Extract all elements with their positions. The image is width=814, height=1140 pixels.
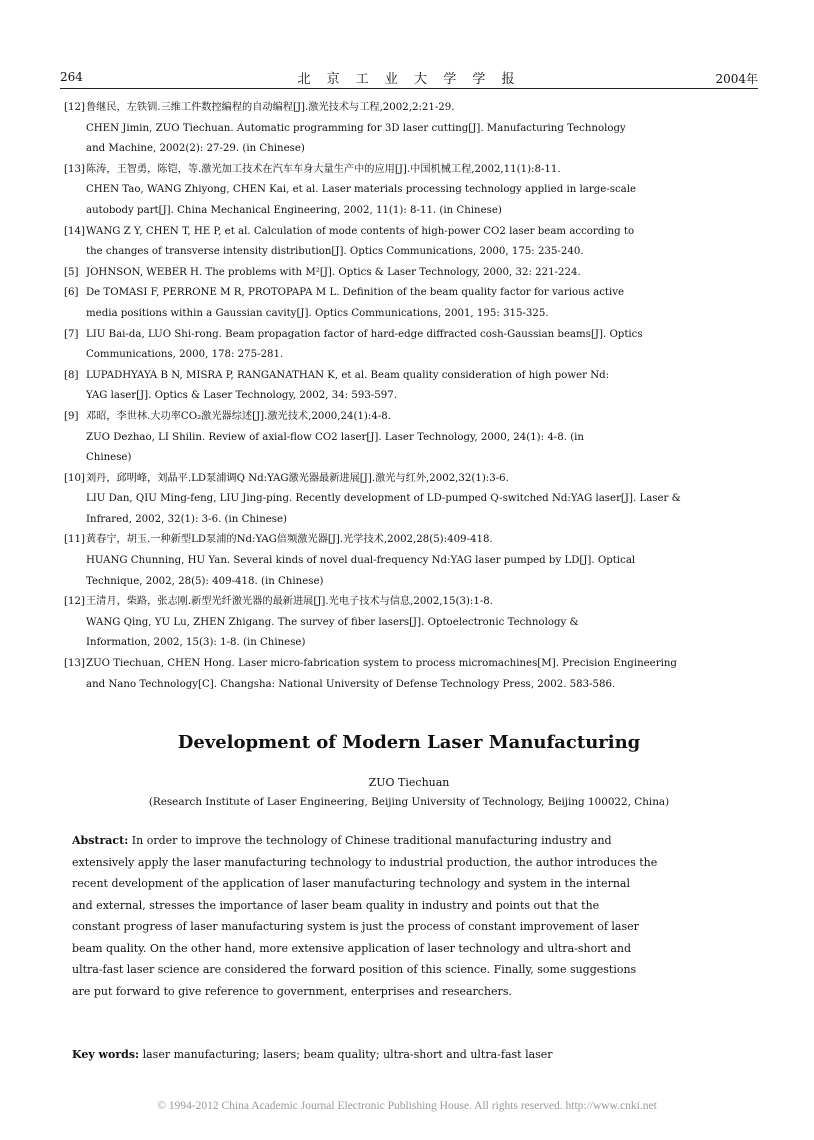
abstract-line: ultra-fast laser science are considered the forward position of this science. Finally, some suggestions: [72, 963, 637, 976]
reference-line: 陈涛，王智勇，陈铠，等.激光加工技术在汽车车身大量生产中的应用[J].中国机械工程,2002,11(1):8-11.: [86, 163, 561, 175]
abstract-line: recent development of the application of laser manufacturing technology and system in the internal: [72, 877, 630, 890]
reference-line: CHEN Jimin, ZUO Tiechuan. Automatic programming for 3D laser cutting[J]. Manufacturing Technology: [86, 122, 626, 134]
reference-number: [7]: [64, 328, 79, 340]
reference-item: [64, 263, 756, 284]
reference-number: [10]: [64, 472, 85, 484]
reference-item: [64, 98, 756, 160]
reference-item: [64, 654, 756, 695]
reference-line: and Machine, 2002(2): 27-29. (in Chinese): [86, 143, 305, 155]
reference-number: [6]: [64, 287, 79, 299]
keywords: [72, 1048, 744, 1061]
reference-line: Chinese): [86, 452, 132, 464]
abstract-text: In order to improve the technology of Chinese traditional manufacturing industry and: [131, 834, 612, 847]
reference-item: [64, 222, 756, 263]
reference-item: [64, 530, 756, 592]
reference-line: Information, 2002, 15(3): 1-8. (in Chinese): [86, 637, 306, 649]
reference-line: the changes of transverse intensity distribution[J]. Optics Communications, 2000, 175: 235-240.: [86, 246, 584, 258]
reference-number: [12]: [64, 102, 85, 113]
reference-line: YAG laser[J]. Optics & Laser Technology, 2002, 34: 593-597.: [86, 390, 397, 402]
abstract-label: Abstract:: [72, 834, 129, 847]
reference-number: [11]: [64, 534, 85, 546]
reference-line: 刘丹，邱明峰，刘晶平.LD泵浦调Q Nd:YAG激光器最新进展[J].激光与红外,2002,32(1):3-6.: [86, 472, 509, 484]
reference-line: 黄春宁，胡玉.一种新型LD泵浦的Nd:YAG倍频激光器[J].光学技术,2002,28(5):409-418.: [86, 534, 493, 546]
journal-name: 北 京 工 业 大 学 学 报: [297, 72, 521, 87]
reference-number: [8]: [64, 369, 79, 381]
reference-line: WANG Qing, YU Lu, ZHEN Zhigang. The survey of fiber lasers[J]. Optoelectronic Technology &: [86, 616, 579, 628]
publication-year: 2004年: [715, 72, 758, 86]
reference-line: JOHNSON, WEBER H. The problems with M²[J]. Optics & Laser Technology, 2000, 32: 221-224.: [86, 266, 581, 278]
copyright-footer: © 1994-2012 China Academic Journal Electronic Publishing House. All rights reserved. http://www.cnki.net: [157, 1100, 657, 1112]
reference-line: 王清月，柴路，张志刚.新型光纤激光器的最新进展[J].光电子技术与信息,2002,15(3):1-8.: [86, 596, 494, 608]
reference-number: [13]: [64, 658, 85, 670]
reference-line: WANG Z Y, CHEN T, HE P, et al. Calculation of mode contents of high-power CO2 laser beam according to: [86, 225, 635, 237]
running-header: [60, 66, 758, 89]
reference-line: ZUO Dezhao, LI Shilin. Review of axial-flow CO2 laser[J]. Laser Technology, 2000, 24(1): 4-8. (in: [86, 431, 584, 443]
reference-line: Infrared, 2002, 32(1): 3-6. (in Chinese): [86, 513, 288, 525]
reference-item: [64, 407, 756, 469]
reference-item: [64, 160, 756, 222]
page-number: 264: [60, 70, 83, 84]
reference-line: and Nano Technology[C]. Changsha: National University of Defense Technology Press, 2002. 583-586.: [86, 678, 616, 690]
reference-line: CHEN Tao, WANG Zhiyong, CHEN Kai, et al. Laser materials processing technology applied in large-scale: [86, 184, 637, 196]
reference-line: media positions within a Gaussian cavity[J]. Optics Communications, 2001, 195: 315-325.: [86, 307, 549, 319]
reference-line: LUPADHYAYA B N, MISRA P, RANGANATHAN K, et al. Beam quality consideration of high power Nd:: [86, 369, 610, 381]
abstract-line: are put forward to give reference to government, enterprises and researchers.: [72, 984, 512, 998]
reference-line: HUANG Chunning, HU Yan. Several kinds of novel dual-frequency Nd:YAG laser pumped by LD[J]. Optical: [86, 555, 636, 567]
reference-item: [64, 592, 756, 654]
reference-line: De TOMASI F, PERRONE M R, PROTOPAPA M L. Definition of the beam quality factor for various active: [86, 287, 625, 299]
abstract-line: beam quality. On the other hand, more extensive application of laser technology and ultra-short and: [72, 941, 632, 955]
reference-line: LIU Dan, QIU Ming-feng, LIU Jing-ping. Recently development of LD-pumped Q-switched Nd:YAG laser[J]. Laser &: [86, 493, 681, 505]
abstract-line: and external, stresses the importance of laser beam quality in industry and points out that the: [72, 898, 600, 912]
reference-item: [64, 325, 756, 366]
abstract: [72, 830, 744, 1002]
keywords-text: laser manufacturing; lasers; beam quality; ultra-short and ultra-fast laser: [142, 1048, 553, 1061]
reference-number: [14]: [64, 225, 85, 237]
reference-number: [5]: [64, 266, 79, 278]
reference-line: autobody part[J]. China Mechanical Engineering, 2002, 11(1): 8-11. (in Chinese): [86, 204, 502, 216]
keywords-label: Key words:: [72, 1048, 140, 1061]
abstract-line: [72, 830, 744, 852]
reference-line: Technique, 2002, 28(5): 409-418. (in Chinese): [86, 575, 324, 587]
reference-item: [64, 469, 756, 531]
reference-item: [64, 283, 756, 324]
reference-list: [64, 98, 756, 695]
reference-line: LIU Bai-da, LUO Shi-rong. Beam propagation factor of hard-edge diffracted cosh-Gaussian beams[J]. Optics: [86, 328, 643, 340]
reference-line: Communications, 2000, 178: 275-281.: [86, 349, 284, 361]
reference-line: 邓昭，李世林.大功率CO₂激光器综述[J].激光技术,2000,24(1):4-8.: [86, 410, 391, 422]
reference-number: [12]: [64, 596, 85, 608]
author-affiliation: (Research Institute of Laser Engineering, Beijing University of Technology, Beijing 100022, China): [148, 796, 670, 808]
abstract-line: extensively apply the laser manufacturing technology to industrial production, the author introduces the: [72, 855, 658, 869]
reference-item: [64, 366, 756, 407]
reference-line: 鲁继民，左铁钏.三维工件数控编程的自动编程[J].激光技术与工程,2002,2:21-29.: [86, 102, 455, 113]
reference-number: [13]: [64, 163, 85, 175]
paper-title: Development of Modern Laser Manufacturing: [177, 732, 641, 753]
reference-line: ZUO Tiechuan, CHEN Hong. Laser micro-fabrication system to process micromachines[M]. Precision Engineering: [86, 658, 677, 670]
reference-number: [9]: [64, 410, 79, 422]
paper-author: ZUO Tiechuan: [368, 776, 450, 789]
abstract-line: constant progress of laser manufacturing system is just the process of constant improvement of laser: [72, 920, 639, 933]
